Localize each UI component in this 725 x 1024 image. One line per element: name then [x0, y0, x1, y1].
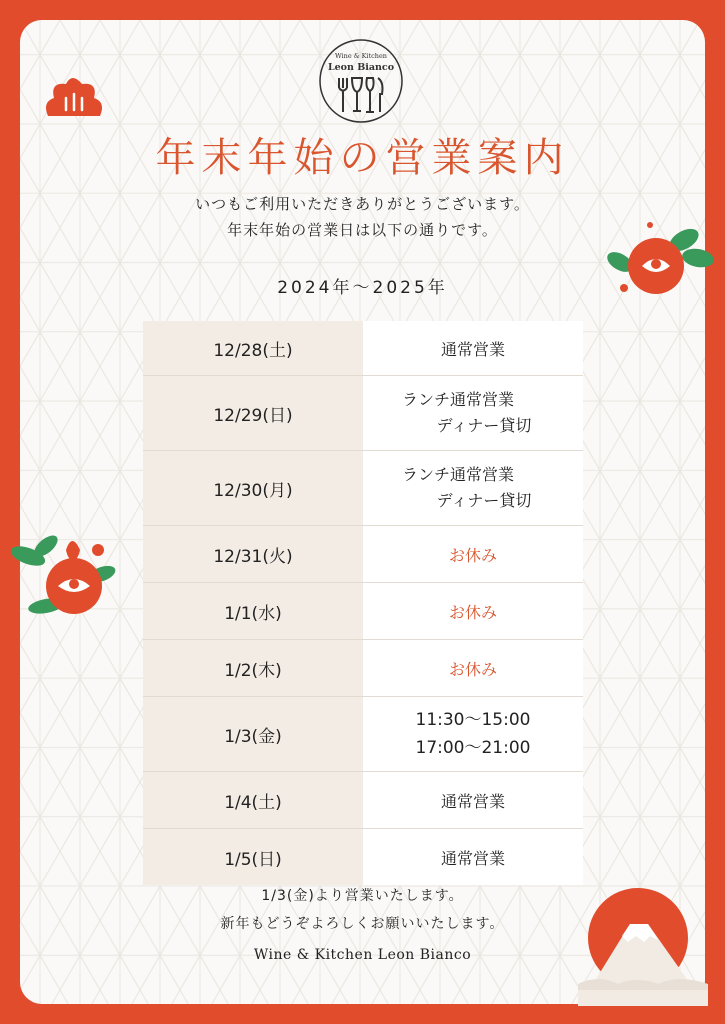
intro-line-1: いつもご利用いただきありがとうございます。	[195, 195, 530, 213]
status-line: ランチ通常営業	[401, 465, 514, 484]
schedule-row	[143, 640, 583, 697]
status-line: ランチ通常営業	[401, 390, 514, 409]
schedule-date: 1/1(水)	[143, 583, 363, 639]
schedule-status	[363, 697, 583, 771]
schedule-table	[143, 321, 583, 885]
page-title: 年末年始の営業案内	[155, 135, 570, 181]
schedule-date: 12/29(日)	[143, 376, 363, 450]
year-range: 2024年～2025年	[277, 278, 448, 298]
schedule-row	[143, 376, 583, 451]
schedule-date: 1/4(土)	[143, 772, 363, 828]
schedule-date: 1/2(木)	[143, 640, 363, 696]
schedule-status	[363, 451, 583, 525]
schedule-row	[143, 321, 583, 376]
schedule-status-closed: お休み	[363, 583, 583, 639]
schedule-row	[143, 829, 583, 885]
schedule-date: 1/3(金)	[143, 697, 363, 771]
schedule-row	[143, 451, 583, 526]
footer-line-2: 新年もどうぞよろしくお願いいたします。	[220, 916, 505, 932]
camellia-icon	[606, 222, 716, 302]
schedule-row	[143, 526, 583, 583]
schedule-date: 12/31(火)	[143, 526, 363, 582]
schedule-date: 1/5(日)	[143, 829, 363, 885]
schedule-status-closed: お休み	[363, 640, 583, 696]
schedule-date: 12/28(土)	[143, 321, 363, 375]
schedule-status: 通常営業	[363, 829, 583, 885]
plum-blossom-icon	[44, 72, 104, 120]
schedule-row	[143, 697, 583, 772]
logo-line1: Wine & Kitchen	[334, 52, 388, 60]
intro-line-2: 年末年始の営業日は以下の通りです。	[227, 221, 498, 239]
schedule-status: 通常営業	[363, 321, 583, 375]
time-range: 17:00～21:00	[415, 738, 531, 758]
schedule-status	[363, 376, 583, 450]
shop-name: Wine & Kitchen Leon Bianco	[253, 947, 472, 963]
schedule-row	[143, 772, 583, 829]
wine-cutlery-logo-icon	[339, 78, 383, 112]
schedule-status-closed: お休み	[363, 526, 583, 582]
schedule-status: 通常営業	[363, 772, 583, 828]
mount-fuji-sunrise-icon	[578, 880, 708, 1006]
logo-line2: Leon Bianco	[327, 62, 395, 73]
footer-line-1: 1/3(金)より営業いたします。	[261, 888, 464, 904]
camellia-icon	[6, 528, 118, 620]
restaurant-logo	[318, 38, 404, 124]
time-range: 11:30～15:00	[415, 710, 531, 730]
schedule-date: 12/30(月)	[143, 451, 363, 525]
schedule-row	[143, 583, 583, 640]
status-line: ディナー貸切	[436, 491, 532, 510]
status-line: ディナー貸切	[436, 416, 532, 435]
